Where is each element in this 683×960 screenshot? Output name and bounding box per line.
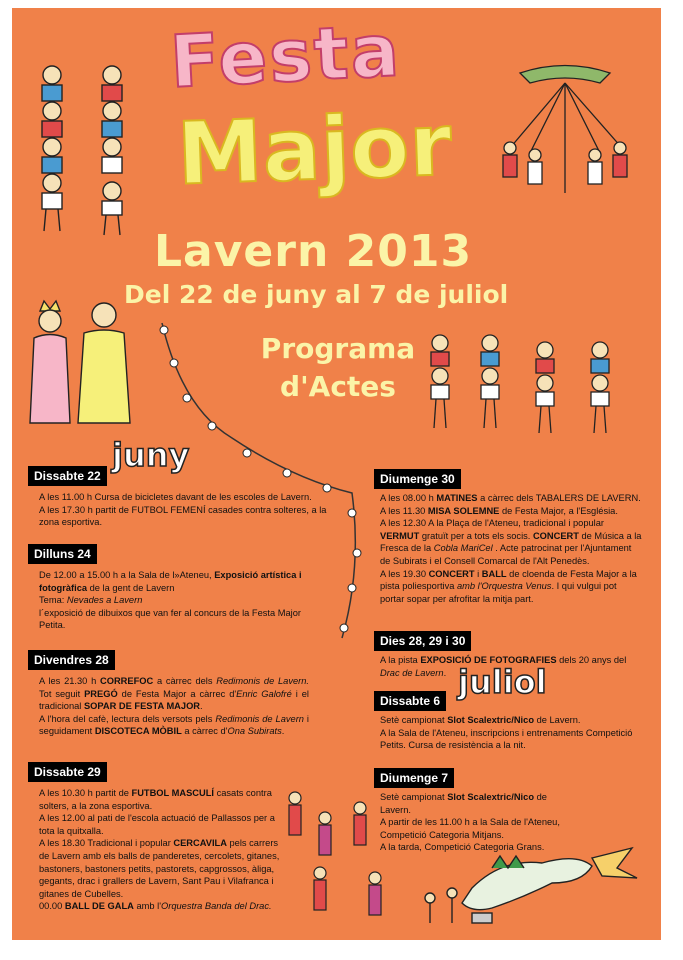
d28-b1: A l'hora del cafè, lectura dels versots pels: [39, 713, 216, 724]
d30-d3: i: [474, 568, 482, 579]
d7-a1: Setè campionat: [380, 792, 448, 802]
d30-c2: VERMUT: [380, 530, 420, 541]
d29-d2: BALL DE GALA: [64, 901, 134, 912]
castellers-group-right-icon: [420, 328, 630, 443]
header-dies-28-29-30: Dies 28, 29 i 30: [374, 631, 471, 651]
d24-l1a: De 12.00 a 15.00 h a la Sala de l»Ateneu,: [39, 570, 215, 580]
block-dissabte-22: [39, 491, 329, 529]
d28-b2: Redimonis de Lavern: [215, 713, 304, 724]
header-dissabte-22: Dissabte 22: [28, 466, 107, 486]
d30-d4: BALL: [481, 568, 507, 579]
d30-c3: gratuït per a tots els socis.: [419, 530, 533, 541]
d30-b1: A les 11.30: [380, 505, 428, 516]
block-diumenge-7: [380, 791, 580, 854]
d28-a9: i el tradicional: [39, 688, 309, 712]
d24-l3: l´exposició de dibuixos que van fer al concurs de la Festa Major Petita.: [39, 607, 301, 631]
d30-d2: CONCERT: [428, 568, 475, 579]
header-dilluns-24: Dilluns 24: [28, 544, 97, 564]
block-dissabte-6: [380, 714, 642, 752]
d29-a3: casats contra solters, a la zona esportiva.: [39, 788, 272, 811]
d24-l2b: Nevades a Lavern: [66, 595, 143, 606]
d22-line-1: A les 11.00 h Cursa de bicicletes davant de les escoles de Lavern.: [39, 492, 312, 502]
d6-b: A la Sala de l'Ateneu, inscripcions i entrenaments Competició Petits. Cursa de resistència a la nit.: [380, 727, 633, 751]
d30-c1: A les 12.30 A la Plaça de l'Ateneu, tradicional i popular: [380, 518, 605, 529]
d29-d4: Orquestra Banda del Drac.: [161, 901, 272, 912]
d29-d1: 00.00: [39, 901, 65, 912]
d28-a1: A les 21.30 h: [39, 676, 100, 686]
d29-c1: A les 18.30 Tradicional i popular: [39, 838, 174, 849]
d29-b: A les 12.00 al pati de l'escola actuació de Pallassos per a tota la quitxalla.: [39, 813, 275, 836]
d29-a2: FUTBOL MASCULÍ: [131, 788, 214, 798]
d28-a2: CORREFOC: [100, 676, 154, 686]
d24-l1c: de la gent de Lavern: [87, 582, 175, 593]
title-lavern: Lavern 2013: [154, 226, 473, 277]
d30-b3: de Festa Major, a l'Església.: [499, 505, 618, 516]
month-juny: juny: [112, 436, 190, 474]
d7-c: A la tarda, Competició Categoria Grans.: [380, 842, 545, 853]
block-dissabte-29: [39, 787, 284, 913]
d7-a2: Slot Scalextric/Nico: [447, 792, 534, 802]
d30-c5: de Música a la Fresca de la: [380, 530, 642, 554]
header-dissabte-29: Dissabte 29: [28, 762, 107, 782]
d30-c6: Cobla MariCel: [433, 543, 493, 554]
d2830-a4: Drac de Lavern: [380, 667, 444, 678]
d7-a3: de Lavern.: [380, 792, 547, 815]
header-divendres-28: Divendres 28: [28, 650, 115, 670]
d6-a2: Slot Scalextric/Nico: [447, 715, 534, 725]
d2830-a1: A la pista: [380, 655, 421, 665]
header-diumenge-7: Diumenge 7: [374, 768, 454, 788]
d28-a3: a càrrec dels: [153, 676, 217, 686]
d30-d1: A les 19.30: [380, 568, 429, 579]
d6-a3: de Lavern.: [534, 715, 581, 725]
block-dies-28-29-30: [380, 654, 642, 679]
d28-b4: DISCOTECA MÒBIL: [94, 726, 182, 737]
d30-a3: a càrrec dels TABALERS DE LAVERN.: [477, 493, 641, 503]
d24-l2a: Tema:: [39, 595, 67, 606]
d28-b6: Ona Subirats: [227, 726, 282, 737]
d28-a7: de Festa Major a càrrec d': [117, 688, 237, 699]
title-major: Major: [175, 95, 454, 205]
d7-b: A partir de les 11.00 h a la Sala de l'Ateneu, Competició Categoria Mitjans.: [380, 817, 560, 840]
d29-c2: CERCAVILA: [173, 838, 227, 849]
title-festa: Festa: [167, 8, 404, 104]
d29-d3: amb l': [133, 901, 161, 912]
giants-icon: [24, 293, 134, 433]
d2830-a3: dels 20 anys del: [556, 655, 627, 665]
d30-c4: CONCERT: [532, 530, 579, 541]
d28-a8: Enric Galofré: [236, 688, 292, 699]
d29-c3: pels carrers de Lavern amb els balls de panderetes, cercolets, gitanes, bastoners, bastoners petits, pastorets, capgrossos, àliga, gegants, drac i grallers de Lavern, Sant Pau i Vilafranca i gitanes de Cubelles.: [39, 838, 280, 899]
castellers-tower-left-icon: [30, 63, 140, 238]
d29-a1: A les 10.30 h partit de: [39, 788, 132, 798]
d30-d6: amb l'Orquestra Venus: [457, 581, 552, 592]
d22-line-2: A les 17.30 h partit de FUTBOL FEMENÍ casades contra solteres, a la zona esportiva.: [39, 504, 327, 528]
d28-b5: a càrrec d': [181, 726, 228, 737]
d28-a4: Redimonis de Lavern.: [216, 676, 310, 686]
subtitle-dates: Del 22 de juny al 7 de juliol: [124, 280, 509, 309]
d30-b2: MISA SOLEMNE: [427, 505, 500, 516]
d6-a1: Setè campionat: [380, 715, 448, 725]
d30-a2: MATINES: [436, 493, 478, 503]
d28-b7: .: [281, 726, 285, 737]
d30-d7: . I qui vulgui pot portar sopar per afrofitar la mitja part.: [380, 581, 617, 604]
d2830-a5: .: [443, 667, 447, 678]
d2830-a2: EXPOSICIÓ DE FOTOGRAFIES: [420, 655, 557, 665]
header-dissabte-6: Dissabte 6: [374, 691, 446, 711]
d28-a11: .: [200, 701, 203, 712]
d28-a5: Tot seguit: [39, 688, 85, 699]
programa-line2: d'Actes: [280, 370, 396, 403]
programa-line1: Programa: [260, 332, 416, 365]
poster: [12, 8, 661, 940]
d30-c7: . Acte patrocinat per l'Ajuntament de Subirats i el Consell Comarcal de l'Alt Penedès.: [380, 543, 632, 566]
d30-d5: de cloenda de Festa Major a la pista poliesportiva: [380, 568, 637, 592]
d28-a10: SOPAR DE FESTA MAJOR: [83, 701, 201, 712]
header-diumenge-30: Diumenge 30: [374, 469, 461, 489]
block-divendres-28: [39, 675, 309, 738]
programa-title: [238, 330, 438, 406]
d28-a6: PREGÓ: [84, 688, 118, 699]
d28-b3: i seguidament: [39, 713, 309, 737]
month-juliol: juliol: [458, 663, 547, 701]
d30-a1: A les 08.00 h: [380, 493, 437, 503]
d24-l1b: Exposició artística i fotogràfica: [39, 570, 302, 593]
block-diumenge-30: [380, 492, 642, 605]
block-dilluns-24: [39, 569, 309, 632]
ribbon-dance-icon: [490, 53, 640, 203]
